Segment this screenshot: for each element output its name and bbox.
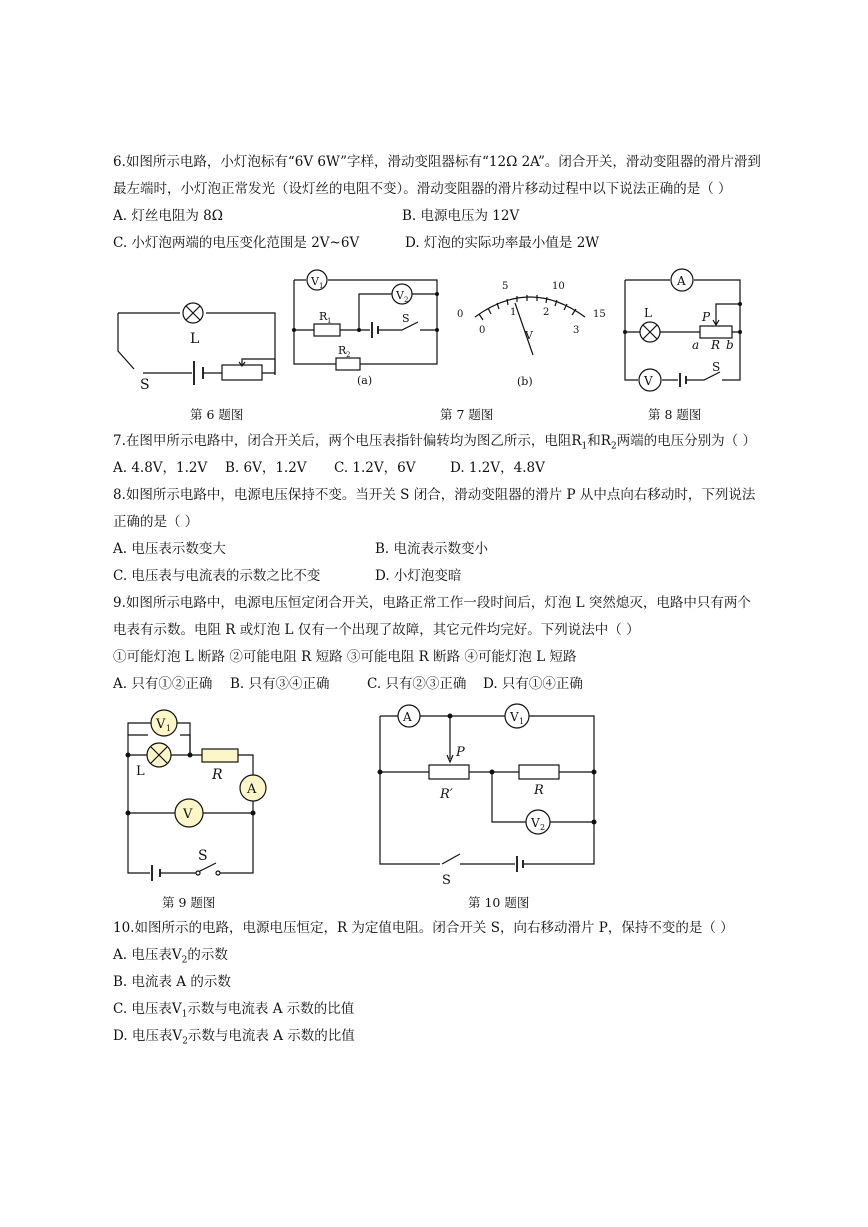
- q8-stem-line2: 正确的是（ ）: [113, 514, 199, 530]
- q10-stem: 10.如图所示的电路，电源电压恒定，R 为定值电阻。闭合开关 S，向右移动滑片 P，保持不变的是（ ）: [113, 920, 734, 936]
- q7a-v1-label: V: [311, 275, 319, 288]
- q9-option-d: D. 只有①④正确: [483, 676, 583, 692]
- q7-option-b: B. 6V，1.2V: [225, 460, 307, 476]
- q10-resistor-label: R: [534, 783, 544, 798]
- q9-option-b: B. 只有③④正确: [230, 676, 330, 692]
- q6-option-c: C. 小灯泡两端的电压变化范围是 2V~6V: [113, 235, 360, 251]
- q9-resistor-label: R: [212, 767, 223, 783]
- q7a-v2-sub: 2: [404, 296, 409, 304]
- q8-lamp-label: L: [644, 306, 652, 320]
- q8-switch-label: S: [712, 360, 721, 374]
- q10-slider-p: P: [456, 745, 465, 760]
- q9-circuit-figure: [120, 705, 280, 885]
- q7b-outer-10: 10: [552, 281, 565, 292]
- q7a-r2-sub: 2: [346, 351, 351, 359]
- q9-stem-line3: ①可能灯泡 L 断路 ②可能电阻 R 短路 ③可能电阻 R 断路 ④可能灯泡 L 短路: [113, 649, 577, 665]
- q10-v1-sub: 1: [519, 717, 525, 726]
- q7b-unit: V: [525, 329, 533, 342]
- q8-circuit-figure: [622, 267, 752, 388]
- q9-v1-sub: 1: [166, 724, 172, 733]
- q7b-outer-5: 5: [502, 281, 509, 292]
- q9-voltmeter-label: V: [183, 807, 193, 822]
- q8-option-b: B. 电流表示数变小: [375, 541, 489, 557]
- q7b-tag: (b): [517, 375, 533, 388]
- q7-caption: 第 7 题图: [440, 407, 494, 422]
- q7b-outer-0: 0: [457, 309, 464, 320]
- q10-option-c: C. 电压表$V_1$示数与电流表 A 示数的比值: [113, 1001, 355, 1020]
- q8-end-a: a: [692, 338, 700, 352]
- q6-stem-line2: 最左端时，小灯泡正常发光（设灯丝的电阻不变）。滑动变阻器的滑片移动过程中以下说法正确的是（ ）: [113, 181, 732, 197]
- q8-option-a: A. 电压表示数变大: [113, 541, 226, 557]
- q8-option-d: D. 小灯泡变暗: [375, 568, 462, 584]
- q7a-tag: (a): [357, 374, 373, 387]
- q7-option-c: C. 1.2V，6V: [334, 460, 416, 476]
- q8-ammeter-label: A: [677, 274, 686, 288]
- q7-circuit-figure-a: [292, 272, 442, 387]
- q7b-inner-0: 0: [479, 325, 486, 336]
- q7b-outer-15: 15: [593, 309, 606, 320]
- q10-v2-sub: 2: [540, 823, 546, 832]
- q10-ammeter-label: A: [403, 710, 412, 724]
- q6-stem-line1: 6.如图所示电路，小灯泡标有“6V 6W”字样，滑动变阻器标有“12Ω 2A”。闭合开关，滑动变阻器的滑片滑到: [113, 154, 761, 170]
- q7-meter-dial-figure: [455, 275, 606, 388]
- q6-lamp-label: L: [190, 331, 200, 347]
- q9-ammeter-label: A: [247, 782, 257, 797]
- q7b-inner-2: 2: [543, 307, 550, 318]
- q6-option-d: D. 灯泡的实际功率最小值是 2W: [405, 235, 600, 251]
- q6-circuit-figure: [110, 295, 280, 395]
- q9-caption: 第 9 题图: [162, 895, 216, 910]
- q10-circuit-figure: [372, 704, 602, 888]
- q8-voltmeter-label: V: [644, 374, 653, 388]
- q7-option-d: D. 1.2V，4.8V: [450, 460, 545, 476]
- q9-option-c: C. 只有②③正确: [367, 676, 467, 692]
- q10-option-b: B. 电流表 A 的示数: [113, 974, 231, 990]
- q8-option-c: C. 电压表与电流表的示数之比不变: [113, 568, 321, 584]
- q9-stem-line1: 9.如图所示电路中，电源电压恒定闭合开关，电路正常工作一段时间后，灯泡 L 突然熄灭，电路中只有两个: [113, 595, 751, 611]
- q6-caption: 第 6 题图: [190, 407, 244, 422]
- q7a-r1-sub: 1: [327, 317, 332, 325]
- q10-v2-label: V: [531, 816, 540, 830]
- q10-switch-label: S: [442, 873, 451, 888]
- q9-option-a: A. 只有①②正确: [113, 676, 213, 692]
- q7b-inner-1: 1: [510, 307, 517, 318]
- q7a-r2-label: R: [338, 344, 347, 357]
- q9-stem-line2: 电表有示数。电阻 R 或灯泡 L 仅有一个出现了故障，其它元件均完好。下列说法中（ ）: [113, 622, 640, 638]
- q7a-r1-label: R: [319, 310, 328, 323]
- q10-v1-label: V: [510, 710, 519, 724]
- q10-option-d: D. 电压表$V_2$示数与电流表 A 示数的比值: [113, 1028, 355, 1047]
- q7-stem: 7.在图甲所示电路中，闭合开关后，两个电压表指针偏转均为图乙所示，电阻$R_1$和$R_2$两端的电压分别为（ ）: [113, 433, 756, 452]
- q8-caption: 第 8 题图: [648, 407, 702, 422]
- q10-option-a: A. 电压表$V_2$的示数: [113, 947, 228, 966]
- q9-lamp-label: L: [136, 764, 145, 779]
- q10-rheostat-label: R′: [440, 787, 453, 802]
- q8-stem-line1: 8.如图所示电路中，电源电压保持不变。当开关 S 闭合，滑动变阻器的滑片 P 从中点向右移动时，下列说法: [113, 487, 756, 503]
- q8-slider-p: P: [702, 310, 711, 324]
- q7a-switch-label: S: [402, 312, 410, 325]
- q6-option-b: B. 电源电压为 12V: [402, 208, 520, 224]
- q7b-inner-3: 3: [573, 325, 580, 336]
- q7-option-a: A. 4.8V，1.2V: [113, 460, 208, 476]
- q7a-v1-sub: 1: [319, 282, 324, 290]
- q8-rheostat-r: R: [711, 338, 721, 352]
- q6-option-a: A. 灯丝电阻为 8Ω: [113, 208, 223, 224]
- q7a-v2-label: V: [396, 289, 404, 302]
- q6-switch-label: S: [140, 377, 150, 393]
- q9-switch-label: S: [198, 848, 208, 864]
- q8-end-b: b: [726, 338, 734, 352]
- q10-caption: 第 10 题图: [468, 895, 530, 910]
- q9-v1-label: V: [156, 717, 166, 732]
